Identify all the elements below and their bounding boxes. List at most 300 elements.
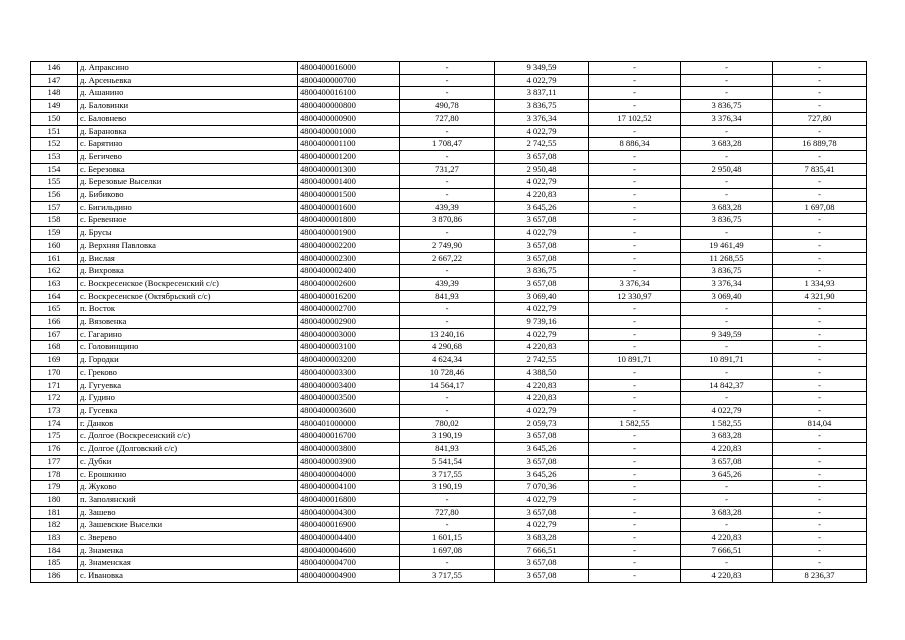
value-col-5: - xyxy=(773,265,867,278)
table-row xyxy=(31,493,867,506)
row-number: 159 xyxy=(31,227,78,240)
table-row xyxy=(31,214,867,227)
table-body xyxy=(31,62,867,583)
value-col-4: 4 220,83 xyxy=(681,443,773,456)
table-row xyxy=(31,341,867,354)
value-col-5: 8 236,37 xyxy=(773,570,867,583)
value-col-2: 9 349,59 xyxy=(495,62,589,75)
settlement-name: д. Вихровка xyxy=(78,265,298,278)
settlement-name: д. Арсеньевка xyxy=(78,74,298,87)
value-col-1: 1 708,47 xyxy=(400,138,495,151)
table-row xyxy=(31,366,867,379)
value-col-2: 2 059,73 xyxy=(495,417,589,430)
row-number: 168 xyxy=(31,341,78,354)
value-col-1: 10 728,46 xyxy=(400,366,495,379)
row-number: 182 xyxy=(31,519,78,532)
oktmo-code: 4800400001400 xyxy=(298,176,400,189)
row-number: 174 xyxy=(31,417,78,430)
value-col-1: - xyxy=(400,189,495,202)
value-col-3: - xyxy=(589,214,681,227)
value-col-1: - xyxy=(400,519,495,532)
value-col-2: 3 657,08 xyxy=(495,252,589,265)
value-col-5: - xyxy=(773,239,867,252)
row-number: 179 xyxy=(31,481,78,494)
oktmo-code: 4800400003900 xyxy=(298,455,400,468)
oktmo-code: 4800400004900 xyxy=(298,570,400,583)
table-row xyxy=(31,74,867,87)
oktmo-code: 4800400002400 xyxy=(298,265,400,278)
row-number: 171 xyxy=(31,379,78,392)
value-col-1: 841,93 xyxy=(400,443,495,456)
row-number: 156 xyxy=(31,189,78,202)
value-col-3: - xyxy=(589,519,681,532)
value-col-2: 7 070,36 xyxy=(495,481,589,494)
value-col-3: - xyxy=(589,455,681,468)
settlement-name: д. Верхняя Павловка xyxy=(78,239,298,252)
settlement-name: д. Бегичево xyxy=(78,150,298,163)
table-row xyxy=(31,138,867,151)
settlement-name: с. Березовка xyxy=(78,163,298,176)
oktmo-code: 4800400003000 xyxy=(298,328,400,341)
oktmo-code: 4800400003100 xyxy=(298,341,400,354)
value-col-3: - xyxy=(589,481,681,494)
row-number: 178 xyxy=(31,468,78,481)
value-col-5: - xyxy=(773,544,867,557)
table-row xyxy=(31,443,867,456)
oktmo-code: 4800400004400 xyxy=(298,532,400,545)
value-col-4: 3 069,40 xyxy=(681,290,773,303)
value-col-1: 3 717,55 xyxy=(400,570,495,583)
value-col-1: - xyxy=(400,404,495,417)
row-number: 147 xyxy=(31,74,78,87)
table-row xyxy=(31,328,867,341)
row-number: 153 xyxy=(31,150,78,163)
table-row xyxy=(31,112,867,125)
value-col-2: 4 022,79 xyxy=(495,328,589,341)
oktmo-code: 4800400000800 xyxy=(298,100,400,113)
table-row xyxy=(31,100,867,113)
oktmo-code: 4800400001600 xyxy=(298,201,400,214)
value-col-3: - xyxy=(589,506,681,519)
settlement-name: д. Березовые Выселки xyxy=(78,176,298,189)
value-col-5: - xyxy=(773,379,867,392)
row-number: 152 xyxy=(31,138,78,151)
value-col-3: - xyxy=(589,341,681,354)
value-col-2: 3 683,28 xyxy=(495,532,589,545)
oktmo-code: 4800400001800 xyxy=(298,214,400,227)
value-col-4: 3 376,34 xyxy=(681,277,773,290)
table-row xyxy=(31,163,867,176)
value-col-4: 4 022,79 xyxy=(681,404,773,417)
value-col-5: - xyxy=(773,366,867,379)
value-col-1: 13 240,16 xyxy=(400,328,495,341)
oktmo-code: 4800400001100 xyxy=(298,138,400,151)
oktmo-code: 4800400000700 xyxy=(298,74,400,87)
value-col-4: - xyxy=(681,125,773,138)
oktmo-code: 4800400001200 xyxy=(298,150,400,163)
oktmo-code: 4800400003400 xyxy=(298,379,400,392)
value-col-4: 3 683,28 xyxy=(681,201,773,214)
value-col-5: - xyxy=(773,468,867,481)
value-col-4: - xyxy=(681,316,773,329)
value-col-1: - xyxy=(400,227,495,240)
value-col-1: - xyxy=(400,62,495,75)
table-row xyxy=(31,557,867,570)
value-col-5: - xyxy=(773,404,867,417)
value-col-1: 3 870,86 xyxy=(400,214,495,227)
settlement-name: с. Греково xyxy=(78,366,298,379)
value-col-4: - xyxy=(681,74,773,87)
settlement-name: с. Дубки xyxy=(78,455,298,468)
value-col-1: 2 749,90 xyxy=(400,239,495,252)
value-col-1: 439,39 xyxy=(400,201,495,214)
table-row xyxy=(31,303,867,316)
value-col-3: - xyxy=(589,570,681,583)
value-col-4: 2 950,48 xyxy=(681,163,773,176)
value-col-3: - xyxy=(589,379,681,392)
row-number: 160 xyxy=(31,239,78,252)
row-number: 166 xyxy=(31,316,78,329)
value-col-3: 8 886,34 xyxy=(589,138,681,151)
value-col-2: 4 220,83 xyxy=(495,189,589,202)
value-col-4: 7 666,51 xyxy=(681,544,773,557)
value-col-4: 14 842,37 xyxy=(681,379,773,392)
value-col-3: - xyxy=(589,544,681,557)
value-col-2: 3 376,34 xyxy=(495,112,589,125)
settlement-name: д. Знаменская xyxy=(78,557,298,570)
oktmo-code: 4800400016100 xyxy=(298,87,400,100)
value-col-5: - xyxy=(773,74,867,87)
table-row xyxy=(31,544,867,557)
value-col-1: 490,78 xyxy=(400,100,495,113)
value-col-3: - xyxy=(589,468,681,481)
table-row xyxy=(31,570,867,583)
oktmo-code: 4800400002300 xyxy=(298,252,400,265)
settlement-name: д. Знаменка xyxy=(78,544,298,557)
oktmo-code: 4800400000900 xyxy=(298,112,400,125)
oktmo-code: 4800400003800 xyxy=(298,443,400,456)
value-col-2: 3 645,26 xyxy=(495,443,589,456)
value-col-4: - xyxy=(681,366,773,379)
value-col-3: - xyxy=(589,100,681,113)
value-col-4: 3 836,75 xyxy=(681,214,773,227)
value-col-5: 727,80 xyxy=(773,112,867,125)
settlements-table xyxy=(30,61,867,583)
value-col-2: 3 836,75 xyxy=(495,100,589,113)
settlement-name: п. Восток xyxy=(78,303,298,316)
value-col-2: 3 657,08 xyxy=(495,239,589,252)
value-col-3: - xyxy=(589,163,681,176)
oktmo-code: 4800400002700 xyxy=(298,303,400,316)
oktmo-code: 4800400003600 xyxy=(298,404,400,417)
oktmo-code: 4800400004600 xyxy=(298,544,400,557)
value-col-1: - xyxy=(400,87,495,100)
table-row xyxy=(31,354,867,367)
value-col-3: - xyxy=(589,328,681,341)
row-number: 176 xyxy=(31,443,78,456)
oktmo-code: 4800400002900 xyxy=(298,316,400,329)
row-number: 148 xyxy=(31,87,78,100)
value-col-2: 3 657,08 xyxy=(495,557,589,570)
settlement-name: д. Барановка xyxy=(78,125,298,138)
settlement-name: с. Баловнево xyxy=(78,112,298,125)
table-row xyxy=(31,252,867,265)
settlement-name: д. Апраксино xyxy=(78,62,298,75)
oktmo-code: 4800400001000 xyxy=(298,125,400,138)
value-col-5: - xyxy=(773,443,867,456)
value-col-1: 14 564,17 xyxy=(400,379,495,392)
settlement-name: с. Головинщино xyxy=(78,341,298,354)
value-col-2: 3 837,11 xyxy=(495,87,589,100)
settlement-name: с. Гагарино xyxy=(78,328,298,341)
table-row xyxy=(31,430,867,443)
value-col-1: - xyxy=(400,316,495,329)
settlement-name: с. Зверево xyxy=(78,532,298,545)
value-col-1: - xyxy=(400,125,495,138)
value-col-3: - xyxy=(589,265,681,278)
value-col-3: - xyxy=(589,74,681,87)
value-col-2: 2 742,55 xyxy=(495,354,589,367)
table-row xyxy=(31,481,867,494)
value-col-4: 3 376,34 xyxy=(681,112,773,125)
value-col-1: 3 717,55 xyxy=(400,468,495,481)
value-col-4: 11 268,55 xyxy=(681,252,773,265)
settlement-name: д. Гудино xyxy=(78,392,298,405)
value-col-3: - xyxy=(589,150,681,163)
row-number: 150 xyxy=(31,112,78,125)
table-row xyxy=(31,506,867,519)
value-col-5: 1 697,08 xyxy=(773,201,867,214)
row-number: 157 xyxy=(31,201,78,214)
value-col-1: - xyxy=(400,303,495,316)
value-col-5: - xyxy=(773,100,867,113)
table-row xyxy=(31,62,867,75)
value-col-5: - xyxy=(773,392,867,405)
value-col-5: - xyxy=(773,493,867,506)
value-col-1: 1 697,08 xyxy=(400,544,495,557)
oktmo-code: 4800400001300 xyxy=(298,163,400,176)
value-col-5: - xyxy=(773,316,867,329)
value-col-4: - xyxy=(681,481,773,494)
value-col-5: 16 889,78 xyxy=(773,138,867,151)
value-col-1: - xyxy=(400,150,495,163)
value-col-4: 3 683,28 xyxy=(681,138,773,151)
value-col-3: - xyxy=(589,366,681,379)
value-col-2: 4 022,79 xyxy=(495,493,589,506)
value-col-3: 17 102,52 xyxy=(589,112,681,125)
value-col-3: - xyxy=(589,176,681,189)
table-row xyxy=(31,468,867,481)
row-number: 162 xyxy=(31,265,78,278)
value-col-2: 4 220,83 xyxy=(495,341,589,354)
value-col-3: - xyxy=(589,189,681,202)
row-number: 154 xyxy=(31,163,78,176)
value-col-3: - xyxy=(589,227,681,240)
value-col-5: - xyxy=(773,227,867,240)
value-col-4: - xyxy=(681,87,773,100)
table-row xyxy=(31,379,867,392)
table-row xyxy=(31,150,867,163)
row-number: 180 xyxy=(31,493,78,506)
value-col-2: 3 657,08 xyxy=(495,506,589,519)
oktmo-code: 4800400016700 xyxy=(298,430,400,443)
value-col-4: - xyxy=(681,62,773,75)
row-number: 175 xyxy=(31,430,78,443)
settlement-name: с. Воскресенское (Октябрьский с/с) xyxy=(78,290,298,303)
value-col-5: - xyxy=(773,252,867,265)
value-col-1: - xyxy=(400,493,495,506)
value-col-4: - xyxy=(681,519,773,532)
value-col-5: - xyxy=(773,214,867,227)
oktmo-code: 4800400003200 xyxy=(298,354,400,367)
row-number: 167 xyxy=(31,328,78,341)
value-col-5: - xyxy=(773,150,867,163)
value-col-1: 5 541,54 xyxy=(400,455,495,468)
row-number: 146 xyxy=(31,62,78,75)
value-col-1: 4 624,34 xyxy=(400,354,495,367)
value-col-1: - xyxy=(400,265,495,278)
oktmo-code: 4800401000000 xyxy=(298,417,400,430)
settlement-name: с. Барятино xyxy=(78,138,298,151)
value-col-3: - xyxy=(589,316,681,329)
value-col-4: - xyxy=(681,227,773,240)
value-col-5: - xyxy=(773,176,867,189)
value-col-3: - xyxy=(589,493,681,506)
value-col-2: 3 657,08 xyxy=(495,214,589,227)
value-col-3: 10 891,71 xyxy=(589,354,681,367)
table-row xyxy=(31,227,867,240)
settlement-name: д. Зашевские Выселки xyxy=(78,519,298,532)
value-col-3: - xyxy=(589,443,681,456)
row-number: 155 xyxy=(31,176,78,189)
settlement-name: с. Воскресенское (Воскресенский с/с) xyxy=(78,277,298,290)
table-row xyxy=(31,189,867,202)
settlement-name: д. Брусы xyxy=(78,227,298,240)
table-row xyxy=(31,404,867,417)
value-col-4: 3 836,75 xyxy=(681,100,773,113)
value-col-2: 9 739,16 xyxy=(495,316,589,329)
value-col-3: 3 376,34 xyxy=(589,277,681,290)
row-number: 163 xyxy=(31,277,78,290)
table-row xyxy=(31,532,867,545)
value-col-5: - xyxy=(773,430,867,443)
row-number: 149 xyxy=(31,100,78,113)
value-col-5: - xyxy=(773,506,867,519)
row-number: 184 xyxy=(31,544,78,557)
settlement-name: д. Баловинки xyxy=(78,100,298,113)
value-col-2: 4 220,83 xyxy=(495,379,589,392)
oktmo-code: 4800400004700 xyxy=(298,557,400,570)
value-col-5: - xyxy=(773,481,867,494)
table-row xyxy=(31,176,867,189)
value-col-2: 4 388,50 xyxy=(495,366,589,379)
oktmo-code: 4800400004000 xyxy=(298,468,400,481)
value-col-4: 3 683,28 xyxy=(681,506,773,519)
settlement-name: д. Бибиково xyxy=(78,189,298,202)
oktmo-code: 4800400002200 xyxy=(298,239,400,252)
settlement-name: д. Жуково xyxy=(78,481,298,494)
value-col-5: - xyxy=(773,354,867,367)
value-col-2: 4 022,79 xyxy=(495,404,589,417)
value-col-3: 12 330,97 xyxy=(589,290,681,303)
value-col-2: 4 022,79 xyxy=(495,303,589,316)
table-row xyxy=(31,125,867,138)
settlement-name: д. Вислая xyxy=(78,252,298,265)
value-col-4: - xyxy=(681,150,773,163)
value-col-2: 3 657,08 xyxy=(495,430,589,443)
value-col-1: - xyxy=(400,74,495,87)
row-number: 183 xyxy=(31,532,78,545)
value-col-3: - xyxy=(589,87,681,100)
value-col-2: 4 220,83 xyxy=(495,392,589,405)
value-col-4: - xyxy=(681,557,773,570)
table-row xyxy=(31,392,867,405)
value-col-1: 4 290,68 xyxy=(400,341,495,354)
value-col-5: - xyxy=(773,62,867,75)
settlement-name: с. Ерошкино xyxy=(78,468,298,481)
value-col-3: - xyxy=(589,239,681,252)
row-number: 170 xyxy=(31,366,78,379)
value-col-1: 780,02 xyxy=(400,417,495,430)
settlement-name: д. Зашево xyxy=(78,506,298,519)
value-col-1: 3 190,19 xyxy=(400,430,495,443)
value-col-4: 9 349,59 xyxy=(681,328,773,341)
value-col-2: 3 645,26 xyxy=(495,468,589,481)
value-col-4: - xyxy=(681,493,773,506)
table-row xyxy=(31,265,867,278)
settlement-name: с. Долгое (Воскресенский с/с) xyxy=(78,430,298,443)
oktmo-code: 4800400004100 xyxy=(298,481,400,494)
table-row xyxy=(31,455,867,468)
value-col-5: - xyxy=(773,87,867,100)
oktmo-code: 4800400016000 xyxy=(298,62,400,75)
value-col-1: 731,27 xyxy=(400,163,495,176)
value-col-5: - xyxy=(773,532,867,545)
settlement-name: п. Заполянский xyxy=(78,493,298,506)
value-col-2: 2 742,55 xyxy=(495,138,589,151)
table-row xyxy=(31,201,867,214)
table-row xyxy=(31,277,867,290)
value-col-1: - xyxy=(400,176,495,189)
value-col-2: 3 657,08 xyxy=(495,277,589,290)
settlement-name: д. Городки xyxy=(78,354,298,367)
value-col-5: - xyxy=(773,519,867,532)
oktmo-code: 4800400001500 xyxy=(298,189,400,202)
value-col-1: 727,80 xyxy=(400,112,495,125)
oktmo-code: 4800400004300 xyxy=(298,506,400,519)
value-col-1: - xyxy=(400,392,495,405)
value-col-2: 3 836,75 xyxy=(495,265,589,278)
value-col-5: - xyxy=(773,328,867,341)
value-col-2: 3 657,08 xyxy=(495,150,589,163)
oktmo-code: 4800400016200 xyxy=(298,290,400,303)
value-col-3: - xyxy=(589,125,681,138)
value-col-1: 727,80 xyxy=(400,506,495,519)
value-col-5: - xyxy=(773,455,867,468)
value-col-2: 4 022,79 xyxy=(495,125,589,138)
value-col-5: - xyxy=(773,557,867,570)
oktmo-code: 4800400016800 xyxy=(298,493,400,506)
value-col-2: 3 657,08 xyxy=(495,455,589,468)
oktmo-code: 4800400001900 xyxy=(298,227,400,240)
settlement-name: д. Гугуевка xyxy=(78,379,298,392)
value-col-5: 7 835,41 xyxy=(773,163,867,176)
value-col-3: 1 582,55 xyxy=(589,417,681,430)
value-col-4: 1 582,55 xyxy=(681,417,773,430)
value-col-4: 4 220,83 xyxy=(681,532,773,545)
value-col-5: 1 334,93 xyxy=(773,277,867,290)
value-col-2: 3 069,40 xyxy=(495,290,589,303)
